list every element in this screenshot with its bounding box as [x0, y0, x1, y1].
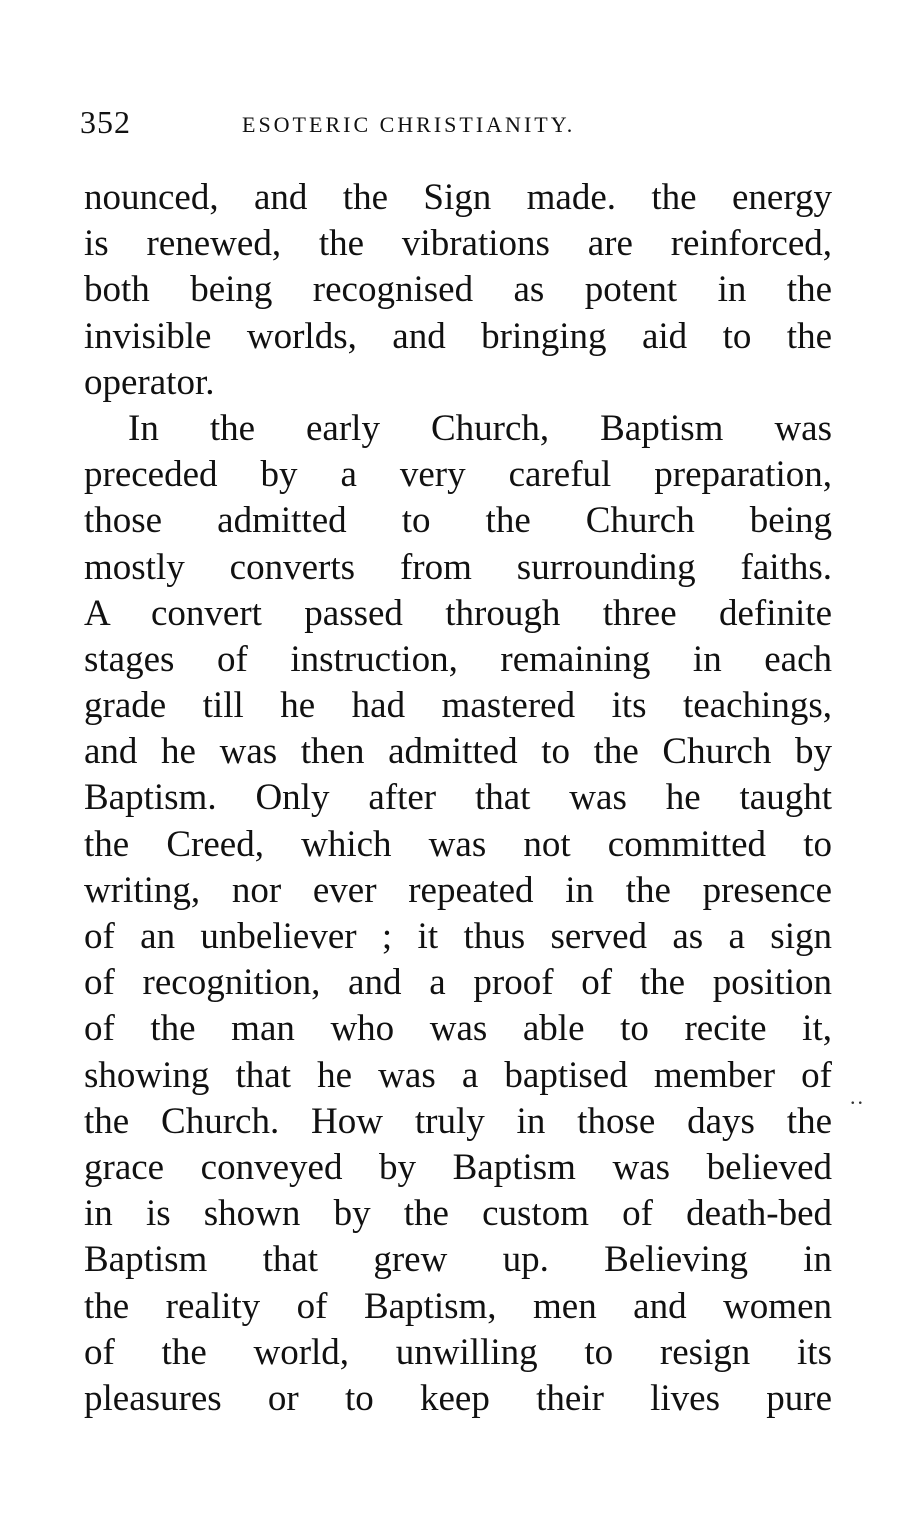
- text-line: both being recognised as potent in the: [84, 269, 832, 311]
- text-line-paragraph-end: operator.: [84, 361, 215, 403]
- text-line: of recognition, and a proof of the position: [84, 962, 832, 1004]
- text-line: the Church. How truly in those days the: [84, 1100, 832, 1142]
- text-line: invisible worlds, and bringing aid to the: [84, 315, 832, 357]
- text-line: grace conveyed by Baptism was believed: [84, 1146, 832, 1188]
- text-line: pleasures or to keep their lives pure: [84, 1377, 832, 1419]
- text-line: of the world, unwilling to resign its: [84, 1331, 832, 1373]
- running-head: [80, 104, 840, 144]
- text-line: writing, nor ever repeated in the presence: [84, 869, 832, 911]
- margin-mark: ..: [850, 1084, 865, 1109]
- text-line: mostly converts from surrounding faiths.: [84, 546, 832, 588]
- text-line: stages of instruction, remaining in each: [84, 638, 832, 680]
- text-line: the reality of Baptism, men and women: [84, 1285, 832, 1327]
- text-line: the Creed, which was not committed to: [84, 823, 832, 865]
- text-line: A convert passed through three definite: [84, 592, 832, 634]
- text-line: Baptism. Only after that was he taught: [84, 777, 832, 819]
- text-line: and he was then admitted to the Church by: [84, 731, 832, 773]
- running-title: ESOTERIC CHRISTIANITY.: [242, 112, 576, 137]
- text-line-paragraph-start: In the early Church, Baptism was: [128, 407, 832, 449]
- text-line: those admitted to the Church being: [84, 500, 832, 542]
- text-line: is renewed, the vibrations are reinforced,: [84, 223, 832, 265]
- page-number: 352: [80, 104, 131, 140]
- text-line: of an unbeliever ; it thus served as a sign: [84, 916, 832, 957]
- text-line: preceded by a very careful preparation,: [84, 454, 832, 496]
- text-line: grade till he had mastered its teachings,: [84, 685, 832, 727]
- body-text: [84, 175, 832, 1422]
- text-line: of the man who was able to recite it,: [84, 1008, 832, 1050]
- text-line: Baptism that grew up. Believing in: [84, 1239, 832, 1281]
- text-line: showing that he was a baptised member of: [84, 1054, 832, 1096]
- text-line: nounced, and the Sign made. the energy: [84, 177, 832, 218]
- text-line: in is shown by the custom of death-bed: [84, 1193, 832, 1235]
